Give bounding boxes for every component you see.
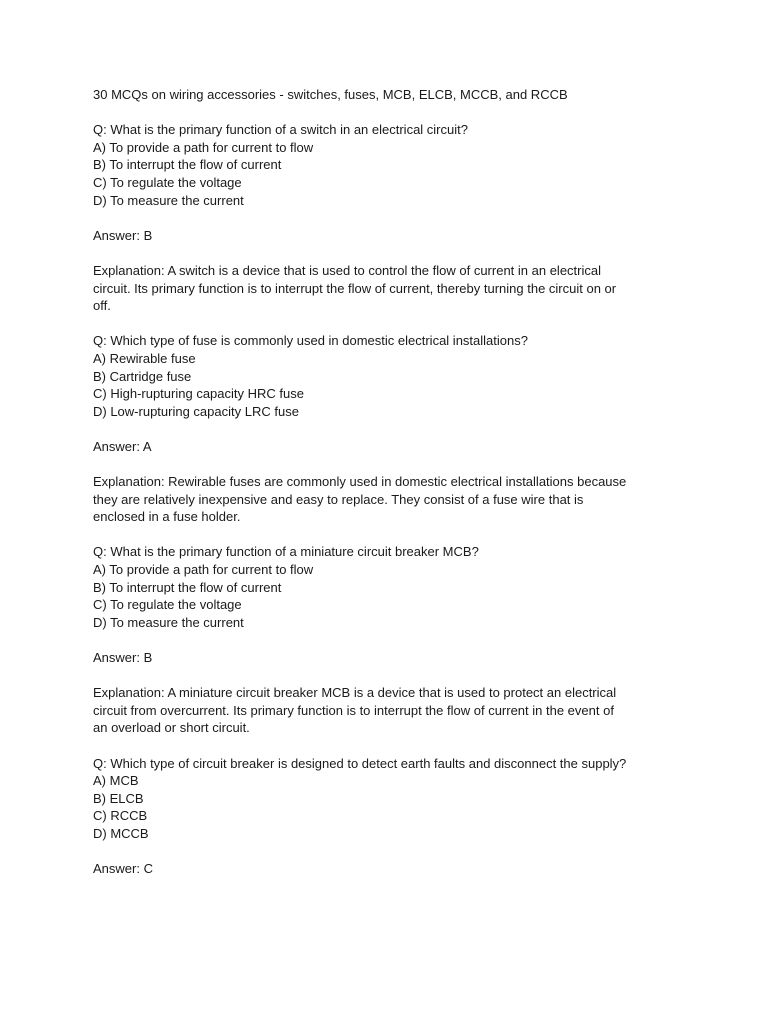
option-c: C) To regulate the voltage [93, 174, 242, 190]
option-b: B) ELCB [93, 790, 144, 806]
option-d: D) To measure the current [93, 614, 244, 630]
spacer [93, 420, 693, 438]
document-title: 30 MCQs on wiring accessories - switches, fuses, MCB, ELCB, MCCB, and RCCB [93, 87, 568, 102]
explanation-line: Explanation: A miniature circuit breaker MCB is a device that is used to protect an electrical [93, 685, 617, 701]
question-text: Q: Which type of fuse is commonly used in domestic electrical installations? [93, 333, 528, 349]
question-block-4 [93, 755, 693, 878]
answer-text: Answer: A [93, 438, 152, 454]
option-a: A) To provide a path for current to flow [93, 139, 314, 155]
question-block-3 [93, 543, 693, 754]
option-a: A) To provide a path for current to flow [93, 562, 314, 578]
explanation-line: they are relatively inexpensive and easy to replace. They consist of a fuse wire that is [93, 491, 584, 507]
answer-text: Answer: B [93, 227, 153, 243]
explanation-line: circuit. Its primary function is to interrupt the flow of current, thereby turning the circuit on or [93, 280, 617, 296]
answer-text: Answer: C [93, 861, 153, 877]
explanation-line: Explanation: Rewirable fuses are commonly used in domestic electrical installations because [93, 474, 627, 490]
spacer [93, 315, 693, 333]
explanation-line: enclosed in a fuse holder. [93, 509, 241, 525]
document-content [93, 86, 693, 878]
spacer [93, 843, 693, 861]
explanation-line: Explanation: A switch is a device that is used to control the flow of current in an electrical [93, 262, 601, 278]
spacer [93, 737, 693, 755]
option-c: C) To regulate the voltage [93, 597, 242, 613]
option-d: D) Low-rupturing capacity LRC fuse [93, 403, 299, 419]
spacer [93, 667, 693, 685]
option-b: B) To interrupt the flow of current [93, 157, 282, 173]
explanation-line: an overload or short circuit. [93, 720, 250, 736]
option-b: B) To interrupt the flow of current [93, 579, 282, 595]
spacer [93, 209, 693, 227]
question-text: Q: What is the primary function of a miniature circuit breaker MCB? [93, 544, 479, 560]
question-block-1 [93, 121, 693, 332]
question-block-2 [93, 332, 693, 543]
answer-text: Answer: B [93, 650, 153, 665]
question-text: Q: What is the primary function of a switch in an electrical circuit? [93, 122, 468, 138]
explanation-line: circuit from overcurrent. Its primary function is to interrupt the flow of current in the event of [93, 702, 614, 718]
question-text: Q: Which type of circuit breaker is designed to detect earth faults and disconnect the supply? [93, 755, 627, 771]
option-b: B) Cartridge fuse [93, 368, 192, 384]
option-c: C) RCCB [93, 808, 148, 824]
spacer [93, 455, 693, 473]
option-a: A) MCB [93, 773, 139, 789]
spacer [93, 631, 693, 649]
option-a: A) Rewirable fuse [93, 350, 196, 366]
spacer [93, 526, 693, 544]
option-c: C) High-rupturing capacity HRC fuse [93, 386, 304, 402]
explanation-line: off. [93, 298, 111, 314]
option-d: D) MCCB [93, 825, 149, 841]
spacer [93, 244, 693, 262]
spacer [93, 104, 693, 122]
option-d: D) To measure the current [93, 192, 244, 208]
